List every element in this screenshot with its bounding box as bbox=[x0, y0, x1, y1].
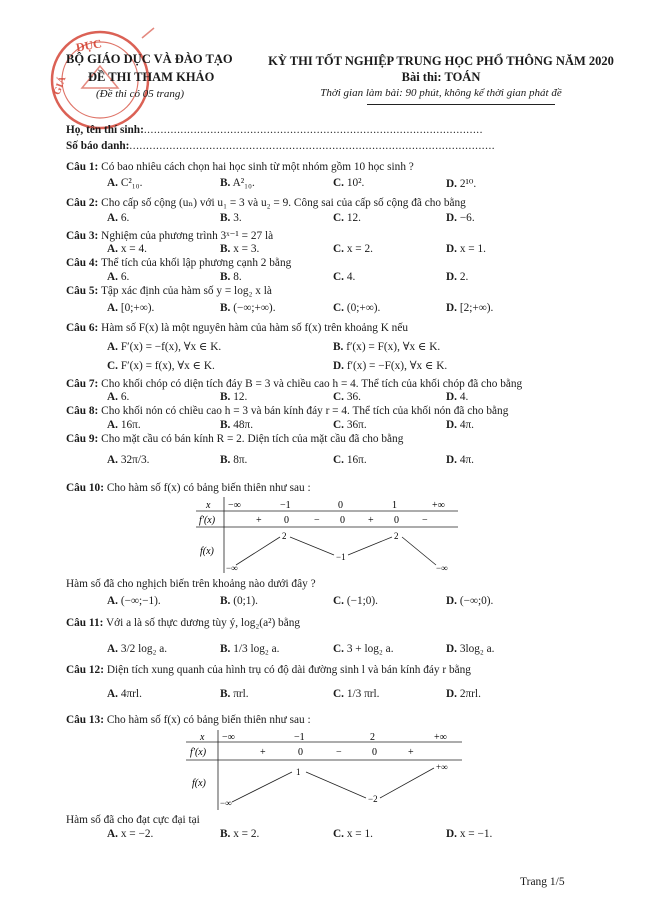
t10-val-0: −∞ bbox=[226, 563, 238, 573]
pages-note: (Đề thi có 05 trang) bbox=[96, 88, 184, 100]
question-13: Câu 13: Cho hàm số f(x) có bảng biến thiên như sau : bbox=[66, 714, 311, 726]
q1-answer-c: C. 10². bbox=[333, 177, 365, 189]
q12-answer-d: D. 2πrl. bbox=[446, 688, 481, 700]
q6-answer-b: B. f′(x) = F(x), ∀x ∈ K. bbox=[333, 341, 441, 353]
t13-val-1: 1 bbox=[296, 767, 301, 777]
q5-answer-c: C. (0;+∞). bbox=[333, 302, 381, 314]
t13-x-3: +∞ bbox=[434, 732, 447, 743]
t13-val-0: −∞ bbox=[220, 798, 232, 808]
q11-answer-d: D. 3log₂ a. bbox=[446, 643, 495, 655]
q9-answer-b: B. 8π. bbox=[220, 454, 248, 466]
question-5: Câu 5: Tập xác định của hàm số y = log₂ x là bbox=[66, 285, 272, 297]
t10-sign-6: − bbox=[422, 515, 428, 526]
candidate-name-line: Họ, tên thí sinh:...................................................................................................... bbox=[66, 124, 483, 136]
q11-answer-a: A. 3/2 log₂ a. bbox=[107, 643, 168, 655]
question-8: Câu 8: Cho khối nón có chiều cao h = 3 và bán kính đáy r = 4. Thể tích của khối nón đã cho bằng bbox=[66, 405, 509, 417]
t10-x-4: +∞ bbox=[432, 500, 445, 511]
time-note: Thời gian làm bài: 90 phút, không kể thời gian phát đề bbox=[320, 87, 562, 99]
q3-answer-d: D. x = 1. bbox=[446, 243, 486, 255]
q8-answer-d: D. 4π. bbox=[446, 419, 474, 431]
t13-sign-2: − bbox=[336, 747, 342, 758]
q4-answer-c: C. 4. bbox=[333, 271, 356, 283]
t13-fp-label: f′(x) bbox=[190, 747, 207, 758]
t10-x-1: −1 bbox=[280, 500, 291, 511]
q7-answer-c: C. 36. bbox=[333, 391, 361, 403]
t10-sign-5: 0 bbox=[394, 515, 399, 526]
t13-sign-3: 0 bbox=[372, 747, 377, 758]
t10-fp-label: f′(x) bbox=[199, 515, 216, 526]
q9-answer-c: C. 16π. bbox=[333, 454, 367, 466]
t10-val-1: 2 bbox=[282, 531, 287, 541]
t13-val-3: +∞ bbox=[436, 762, 448, 772]
q13-answer-d: D. x = −1. bbox=[446, 828, 493, 840]
q7-answer-a: A. 6. bbox=[107, 391, 130, 403]
question-2: Câu 2: Cho cấp số cộng (uₙ) với u₁ = 3 và u₂ = 9. Công sai của cấp số cộng đã cho bằng bbox=[66, 197, 466, 209]
question-6: Câu 6: Hàm số F(x) là một nguyên hàm của hàm số f(x) trên khoảng K nếu bbox=[66, 322, 408, 334]
q1-answer-a: A. C²₁₀. bbox=[107, 177, 143, 189]
q3-answer-a: A. x = 4. bbox=[107, 243, 147, 255]
question-3: Câu 3: Nghiệm của phương trình 3ˣ⁻¹ = 27 là bbox=[66, 230, 274, 242]
q1-answer-d: D. 2¹⁰. bbox=[446, 178, 477, 190]
q6-answer-a: A. F′(x) = −f(x), ∀x ∈ K. bbox=[107, 341, 222, 353]
t10-x-0: −∞ bbox=[228, 500, 241, 511]
q1-answer-b: B. A²₁₀. bbox=[220, 177, 255, 189]
t10-val-3: 2 bbox=[394, 531, 399, 541]
q7-answer-b: B. 12. bbox=[220, 391, 248, 403]
q2-answer-a: A. 6. bbox=[107, 212, 130, 224]
t10-f-label: f(x) bbox=[200, 546, 214, 557]
question-10: Câu 10: Cho hàm số f(x) có bảng biến thiên như sau : bbox=[66, 482, 311, 494]
q7-answer-d: D. 4. bbox=[446, 391, 469, 403]
q6-answer-d: D. f′(x) = −F(x), ∀x ∈ K. bbox=[333, 360, 448, 372]
svg-text:GIÁ: GIÁ bbox=[51, 75, 69, 97]
q5-answer-d: D. [2;+∞). bbox=[446, 302, 494, 314]
t10-sign-0: + bbox=[256, 515, 262, 526]
q10-answer-d: D. (−∞;0). bbox=[446, 595, 494, 607]
q13-answer-c: C. x = 1. bbox=[333, 828, 373, 840]
q12-answer-b: B. πrl. bbox=[220, 688, 249, 700]
variation-table-10 bbox=[196, 497, 458, 573]
header-underline bbox=[367, 104, 555, 105]
page-number: Trang 1/5 bbox=[520, 876, 565, 888]
question-12: Câu 12: Diện tích xung quanh của hình trụ có độ dài đường sinh l và bán kính đáy r bằng bbox=[66, 664, 471, 676]
q10-answer-c: C. (−1;0). bbox=[333, 595, 378, 607]
q6-answer-c: C. F′(x) = f(x), ∀x ∈ K. bbox=[107, 360, 215, 372]
t13-x-1: −1 bbox=[294, 732, 305, 743]
t13-x-label: x bbox=[200, 732, 205, 743]
t13-x-2: 2 bbox=[370, 732, 375, 743]
t10-sign-1: 0 bbox=[284, 515, 289, 526]
question-10-prompt: Hàm số đã cho nghịch biến trên khoảng nào dưới đây ? bbox=[66, 578, 316, 590]
t10-x-3: 1 bbox=[392, 500, 397, 511]
question-11: Câu 11: Với a là số thực dương tùy ý, log₂(a²) bằng bbox=[66, 617, 301, 629]
t10-sign-4: + bbox=[368, 515, 374, 526]
question-9: Câu 9: Cho mặt cầu có bán kính R = 2. Diện tích của mặt cầu đã cho bằng bbox=[66, 433, 404, 445]
t10-val-4: −∞ bbox=[436, 563, 448, 573]
svg-text:DỤC: DỤC bbox=[74, 36, 103, 55]
q3-answer-c: C. x = 2. bbox=[333, 243, 373, 255]
t13-f-label: f(x) bbox=[192, 778, 206, 789]
t13-sign-4: + bbox=[408, 747, 414, 758]
q11-answer-b: B. 1/3 log₂ a. bbox=[220, 643, 280, 655]
q4-answer-b: B. 8. bbox=[220, 271, 242, 283]
variation-table-13 bbox=[186, 730, 462, 810]
q4-answer-a: A. 6. bbox=[107, 271, 130, 283]
q4-answer-d: D. 2. bbox=[446, 271, 469, 283]
t10-x-label: x bbox=[206, 500, 211, 511]
q2-answer-b: B. 3. bbox=[220, 212, 242, 224]
t13-val-2: −2 bbox=[368, 794, 378, 804]
q8-answer-b: B. 48π. bbox=[220, 419, 254, 431]
q5-answer-b: B. (−∞;+∞). bbox=[220, 302, 276, 314]
q2-answer-d: D. −6. bbox=[446, 212, 475, 224]
t10-val-2: −1 bbox=[336, 552, 346, 562]
q11-answer-c: C. 3 + log₂ a. bbox=[333, 643, 394, 655]
q2-answer-c: C. 12. bbox=[333, 212, 361, 224]
subject: Bài thi: TOÁN bbox=[401, 70, 481, 84]
q12-answer-a: A. 4πrl. bbox=[107, 688, 142, 700]
ministry-name: BỘ GIÁO DỤC VÀ ĐÀO TẠO bbox=[66, 52, 233, 66]
q10-answer-b: B. (0;1). bbox=[220, 595, 258, 607]
q5-answer-a: A. [0;+∞). bbox=[107, 302, 155, 314]
exam-title: KỲ THI TỐT NGHIỆP TRUNG HỌC PHỔ THÔNG NĂM 2020 bbox=[268, 54, 614, 68]
candidate-id-label: Số báo danh: bbox=[66, 140, 130, 152]
t13-sign-0: + bbox=[260, 747, 266, 758]
question-7: Câu 7: Cho khối chóp có diện tích đáy B = 3 và chiều cao h = 4. Thể tích của khối chóp đã cho bằng bbox=[66, 378, 523, 390]
doc-type: ĐỀ THI THAM KHẢO bbox=[88, 70, 215, 84]
question-4: Câu 4: Thể tích của khối lập phương cạnh 2 bằng bbox=[66, 257, 292, 269]
q8-answer-c: C. 36π. bbox=[333, 419, 367, 431]
t13-sign-1: 0 bbox=[298, 747, 303, 758]
q8-answer-a: A. 16π. bbox=[107, 419, 141, 431]
q3-answer-b: B. x = 3. bbox=[220, 243, 260, 255]
question-1: Câu 1: Có bao nhiêu cách chọn hai học sinh từ một nhóm gồm 10 học sinh ? bbox=[66, 161, 414, 173]
q9-answer-d: D. 4π. bbox=[446, 454, 474, 466]
candidate-name-label: Họ, tên thí sinh: bbox=[66, 124, 144, 136]
t10-sign-2: − bbox=[314, 515, 320, 526]
q12-answer-c: C. 1/3 πrl. bbox=[333, 688, 380, 700]
q9-answer-a: A. 32π/3. bbox=[107, 454, 150, 466]
t10-sign-3: 0 bbox=[340, 515, 345, 526]
t10-x-2: 0 bbox=[338, 500, 343, 511]
q13-answer-b: B. x = 2. bbox=[220, 828, 260, 840]
q10-answer-a: A. (−∞;−1). bbox=[107, 595, 161, 607]
candidate-id-line: Số báo danh:.............................................................................................................. bbox=[66, 140, 496, 152]
q13-answer-a: A. x = −2. bbox=[107, 828, 154, 840]
question-13-prompt: Hàm số đã cho đạt cực đại tại bbox=[66, 814, 200, 826]
t13-x-0: −∞ bbox=[222, 732, 235, 743]
